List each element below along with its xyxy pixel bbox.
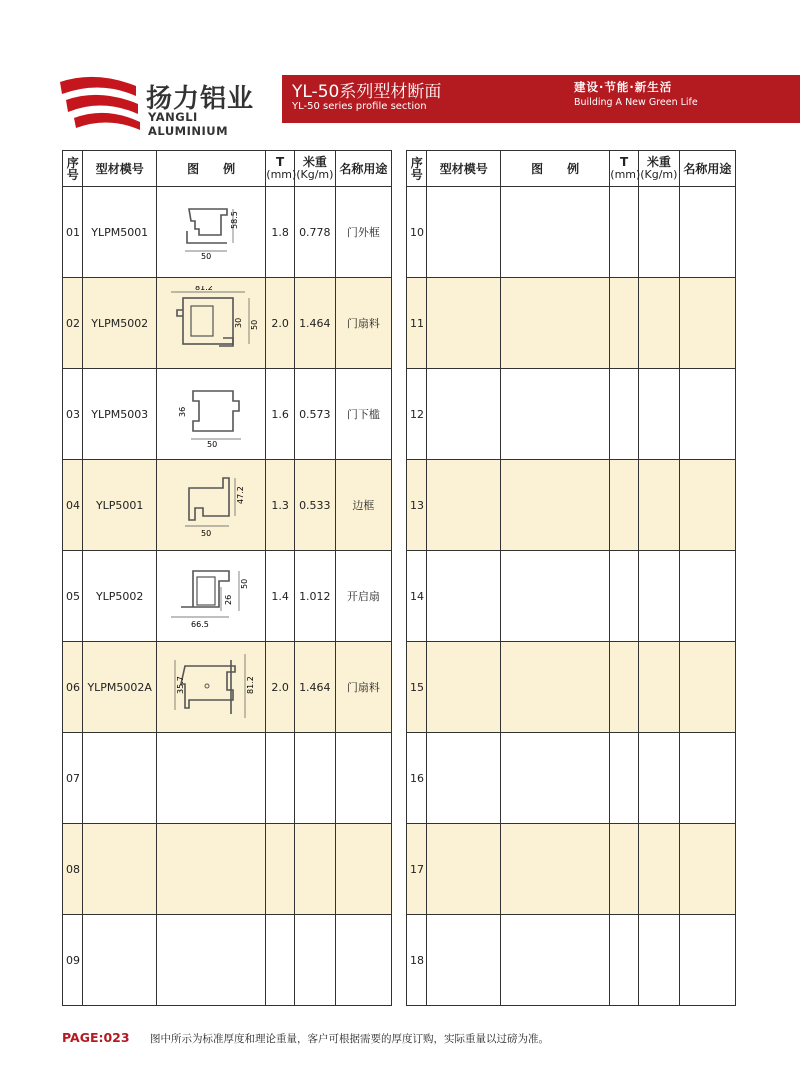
weight-value: 0.533: [294, 460, 335, 551]
usage-value: 门下槛: [335, 369, 391, 460]
profile-table-right: [406, 150, 736, 1006]
usage-value: [679, 551, 735, 642]
slogan-en: Building A New Green Life: [574, 97, 698, 108]
profile-table-left: [62, 150, 392, 1006]
weight-value: [638, 551, 679, 642]
row-number: 09: [63, 915, 83, 1006]
weight-value: [294, 733, 335, 824]
page-header: [0, 60, 800, 138]
table-row: [63, 369, 392, 460]
row-number: 14: [407, 551, 427, 642]
thickness-value: 1.8: [266, 187, 295, 278]
thickness-value: [610, 824, 639, 915]
model-number: YLP5001: [83, 460, 157, 551]
dim-label: 50: [240, 578, 250, 589]
profile-section-diagram: [161, 559, 261, 631]
thickness-value: [610, 551, 639, 642]
table-row: [63, 460, 392, 551]
col-no-header: 序号: [407, 151, 427, 187]
profile-figure: [156, 824, 265, 915]
thickness-value: 1.4: [266, 551, 295, 642]
page-number: PAGE:023: [62, 1030, 130, 1045]
row-number: 01: [63, 187, 83, 278]
profile-figure: [500, 551, 609, 642]
row-number: 18: [407, 915, 427, 1006]
col-model-header: 型材模号: [83, 151, 157, 187]
page-subtitle: YL-50 series profile section: [292, 101, 427, 112]
dim-label: 66.5: [191, 619, 209, 629]
col-t-header: [266, 151, 295, 187]
dim-label: 81.2: [195, 285, 213, 292]
profile-section-diagram: [161, 377, 261, 449]
profile-figure: [156, 187, 265, 278]
weight-value: 0.778: [294, 187, 335, 278]
row-number: 08: [63, 824, 83, 915]
weight-label: 米重: [646, 155, 671, 169]
table-row: [407, 460, 736, 551]
usage-value: [679, 915, 735, 1006]
slogan-cn: 建设·节能·新生活: [574, 80, 673, 94]
model-number: YLPM5002A: [83, 642, 157, 733]
usage-value: [679, 187, 735, 278]
weight-value: [638, 187, 679, 278]
table-row: [407, 642, 736, 733]
model-number: YLPM5002: [83, 278, 157, 369]
weight-unit: (Kg/m): [640, 168, 678, 181]
profile-figure: [156, 369, 265, 460]
weight-label: 米重: [302, 155, 327, 169]
usage-value: [335, 824, 391, 915]
table-header-row: [407, 151, 736, 187]
thickness-value: [610, 733, 639, 824]
row-number: 12: [407, 369, 427, 460]
col-weight-header: [294, 151, 335, 187]
col-figure-header: 图 例: [156, 151, 265, 187]
dim-label: 50: [201, 528, 212, 538]
table-row: [63, 278, 392, 369]
profile-section-diagram: [161, 195, 261, 267]
weight-value: 1.464: [294, 642, 335, 733]
thickness-value: [610, 642, 639, 733]
model-number: [427, 187, 501, 278]
profile-figure: [156, 733, 265, 824]
profile-figure: [500, 915, 609, 1006]
usage-value: 门扇料: [335, 278, 391, 369]
usage-value: 门扇料: [335, 642, 391, 733]
weight-unit: (Kg/m): [296, 168, 334, 181]
model-number: YLP5002: [83, 551, 157, 642]
brand-name-en: YANGLI ALUMINIUM: [148, 110, 229, 138]
row-number: 15: [407, 642, 427, 733]
table-row: [407, 369, 736, 460]
weight-value: 1.464: [294, 278, 335, 369]
table-row: [407, 733, 736, 824]
weight-value: [638, 824, 679, 915]
table-row: [407, 551, 736, 642]
model-number: [427, 642, 501, 733]
page-title: YL-50系列型材断面: [292, 82, 442, 102]
usage-value: [335, 733, 391, 824]
profile-figure: [500, 187, 609, 278]
profile-figure: [156, 551, 265, 642]
table-row: [63, 551, 392, 642]
row-number: 05: [63, 551, 83, 642]
dim-label: 50: [207, 439, 218, 449]
row-number: 04: [63, 460, 83, 551]
model-number: YLPM5001: [83, 187, 157, 278]
model-number: [83, 733, 157, 824]
footer-note: 图中所示为标准厚度和理论重量，客户可根据需要的厚度订购，实际重量以过磅为准。: [150, 1033, 549, 1045]
thickness-value: [610, 460, 639, 551]
model-number: [427, 824, 501, 915]
profile-figure: [500, 278, 609, 369]
row-number: 06: [63, 642, 83, 733]
thickness-value: 1.3: [266, 460, 295, 551]
col-no-header: 序号: [63, 151, 83, 187]
weight-value: [294, 824, 335, 915]
row-number: 16: [407, 733, 427, 824]
table-row: [407, 824, 736, 915]
thickness-value: [266, 915, 295, 1006]
thickness-value: [610, 278, 639, 369]
profile-section-diagram: [161, 286, 261, 358]
thickness-value: [266, 824, 295, 915]
model-number: [427, 551, 501, 642]
weight-value: [638, 915, 679, 1006]
profile-figure: [500, 369, 609, 460]
table-row: [63, 824, 392, 915]
usage-value: [679, 824, 735, 915]
dim-label: 81.2: [246, 675, 256, 694]
usage-value: 边框: [335, 460, 391, 551]
row-number: 07: [63, 733, 83, 824]
table-row: [407, 915, 736, 1006]
profile-figure: [500, 824, 609, 915]
dim-label: 26: [224, 594, 234, 605]
dim-label: 47.2: [236, 485, 246, 504]
weight-value: [294, 915, 335, 1006]
table-row: [63, 915, 392, 1006]
thickness-value: [610, 187, 639, 278]
dim-label: 50: [201, 251, 212, 261]
profile-figure: [156, 460, 265, 551]
row-number: 03: [63, 369, 83, 460]
t-label: T: [276, 155, 285, 169]
dim-label: 30: [234, 317, 244, 328]
usage-value: [335, 915, 391, 1006]
thickness-value: [266, 733, 295, 824]
logo: [56, 72, 276, 138]
t-unit: (mm): [266, 168, 297, 181]
row-number: 11: [407, 278, 427, 369]
logo-mark-icon: [56, 72, 142, 132]
usage-value: [679, 460, 735, 551]
weight-value: [638, 733, 679, 824]
col-usage-header: 名称用途: [335, 151, 391, 187]
usage-value: [679, 642, 735, 733]
profile-section-diagram: [161, 650, 261, 722]
col-t-header: [610, 151, 639, 187]
usage-value: [679, 278, 735, 369]
col-weight-header: [638, 151, 679, 187]
col-usage-header: 名称用途: [679, 151, 735, 187]
table-row: [63, 187, 392, 278]
col-figure-header: 图 例: [500, 151, 609, 187]
usage-value: 开启扇: [335, 551, 391, 642]
thickness-value: 2.0: [266, 278, 295, 369]
title-band: [282, 75, 800, 123]
table-row: [407, 187, 736, 278]
table-header-row: [63, 151, 392, 187]
profile-figure: [156, 915, 265, 1006]
dim-label: 35.7: [176, 675, 186, 694]
model-number: [83, 915, 157, 1006]
thickness-value: [610, 369, 639, 460]
dim-label: 36: [178, 406, 188, 417]
model-number: [427, 915, 501, 1006]
model-number: [83, 824, 157, 915]
table-row: [407, 278, 736, 369]
thickness-value: [610, 915, 639, 1006]
profile-figure: [156, 642, 265, 733]
profile-figure: [500, 733, 609, 824]
row-number: 13: [407, 460, 427, 551]
model-number: [427, 460, 501, 551]
weight-value: [638, 278, 679, 369]
row-number: 10: [407, 187, 427, 278]
weight-value: [638, 369, 679, 460]
dim-label: 58.5: [230, 210, 240, 229]
brand-name-cn: 扬力铝业: [146, 84, 255, 114]
weight-value: [638, 460, 679, 551]
usage-value: [679, 733, 735, 824]
weight-value: 0.573: [294, 369, 335, 460]
row-number: 02: [63, 278, 83, 369]
weight-value: [638, 642, 679, 733]
weight-value: 1.012: [294, 551, 335, 642]
model-number: [427, 733, 501, 824]
profile-section-diagram: [161, 468, 261, 540]
profile-figure: [500, 642, 609, 733]
profile-figure: [156, 278, 265, 369]
t-label: T: [620, 155, 629, 169]
profile-figure: [500, 460, 609, 551]
col-model-header: 型材模号: [427, 151, 501, 187]
usage-value: 门外框: [335, 187, 391, 278]
usage-value: [679, 369, 735, 460]
model-number: [427, 369, 501, 460]
page-footer: [62, 1030, 549, 1045]
t-unit: (mm): [610, 168, 641, 181]
thickness-value: 1.6: [266, 369, 295, 460]
row-number: 17: [407, 824, 427, 915]
thickness-value: 2.0: [266, 642, 295, 733]
table-row: [63, 733, 392, 824]
dim-label: 50: [250, 319, 260, 330]
model-number: [427, 278, 501, 369]
table-row: [63, 642, 392, 733]
model-number: YLPM5003: [83, 369, 157, 460]
